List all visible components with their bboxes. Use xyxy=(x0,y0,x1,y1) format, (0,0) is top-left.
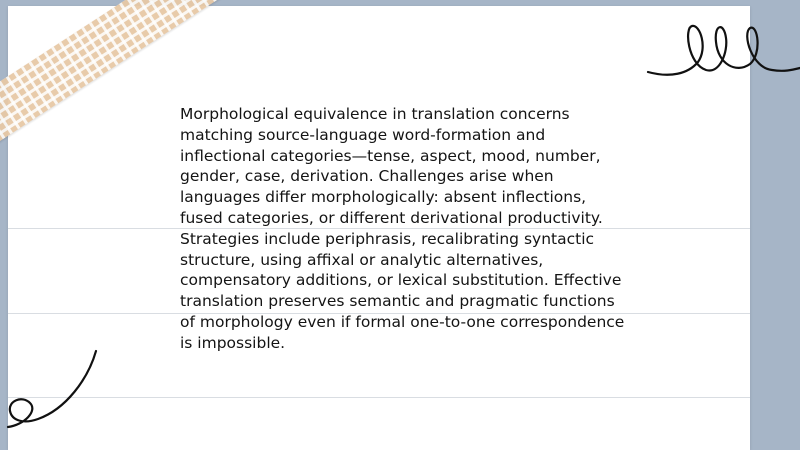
loop-squiggle-icon xyxy=(640,12,800,82)
body-paragraph: Morphological equivalence in translation concerns matching source-language word-formation and inflectional categories—tense, aspect, mood, number, gender, case, derivation. Challenges arise when languages differ morphologically: absent inflections, fused categories, or different derivational productivity. Strategies include periphrasis, recalibrating syntactic structure, using affixal or analytic alternatives, compensatory additions, or lexical substitution. Effective translation preserves semantic and pragmatic functions of morphology even if formal one-to-one correspondence is impossible. xyxy=(180,105,625,352)
paper-sheet xyxy=(8,6,750,450)
paper-rule-line xyxy=(8,397,750,398)
curl-squiggle-icon xyxy=(0,345,110,435)
